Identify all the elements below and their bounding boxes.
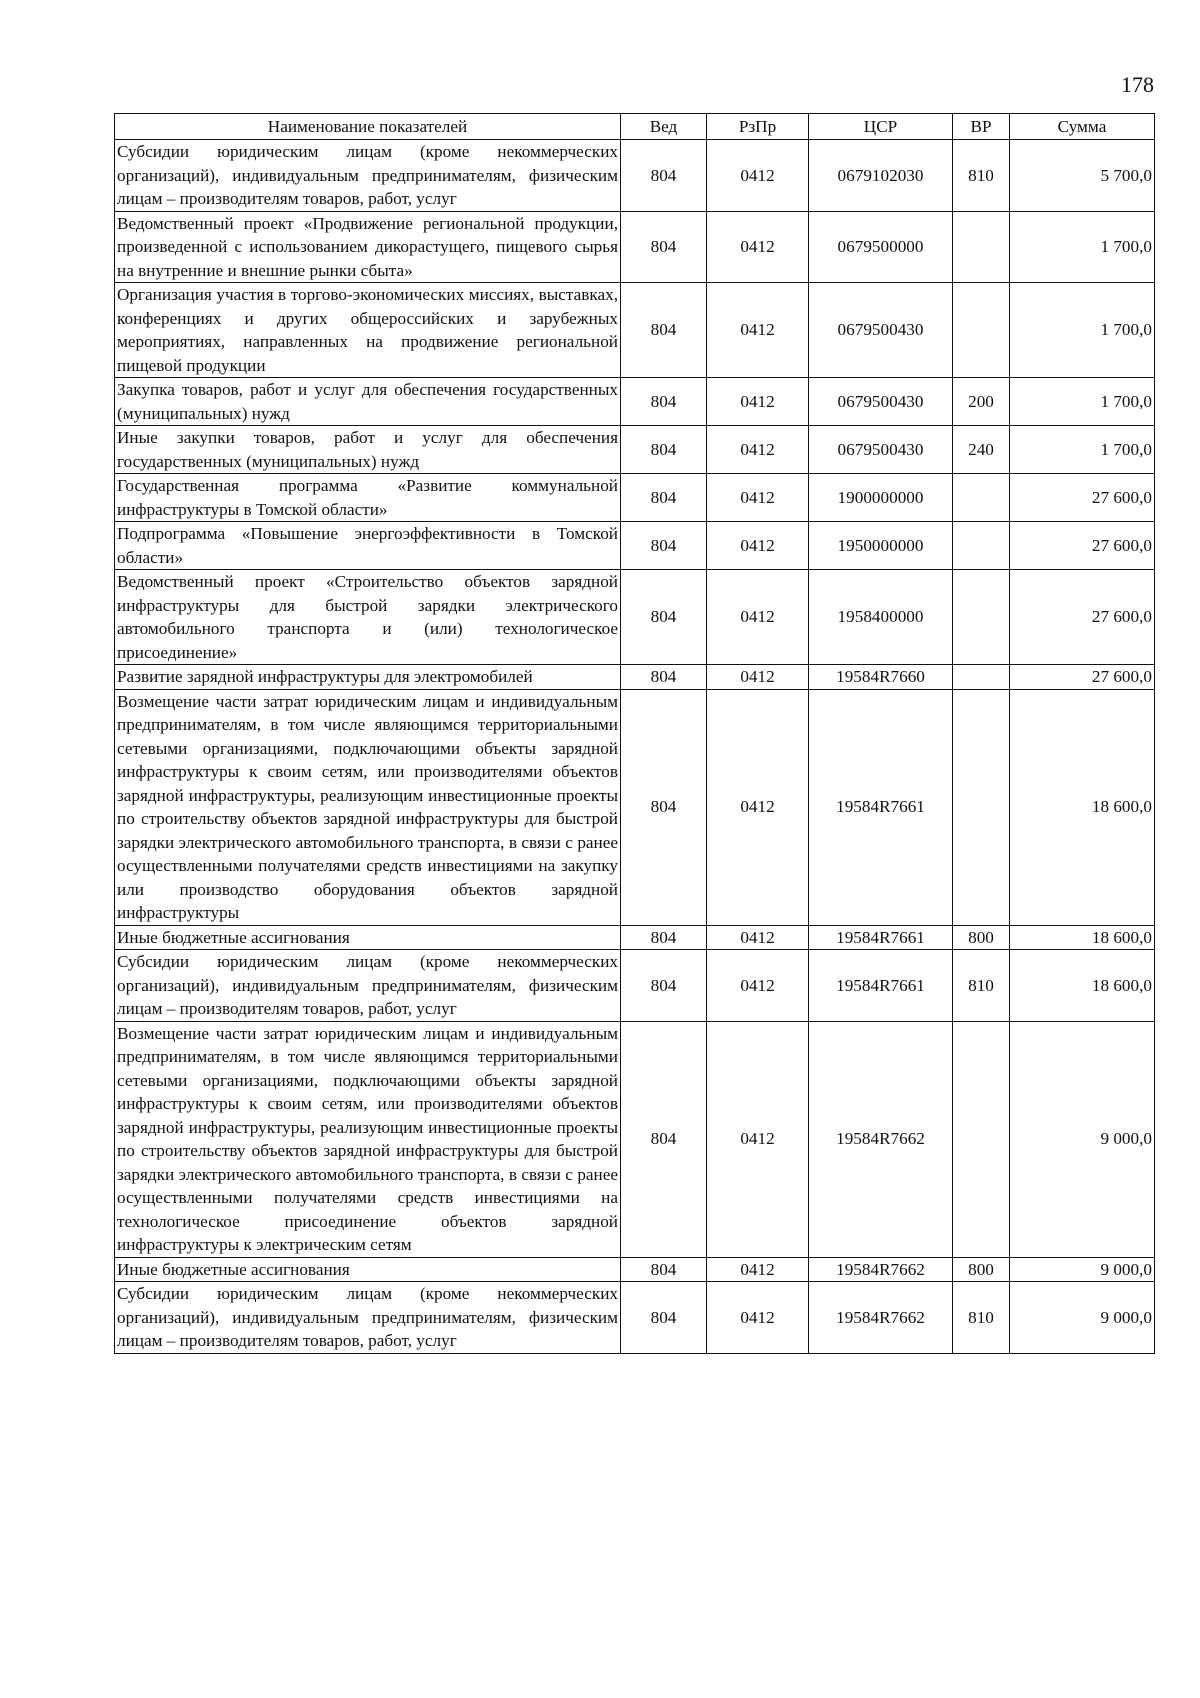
cell-name: Подпрограмма «Повышение энергоэффективности в Томской области» [115, 522, 621, 570]
table-body [115, 140, 1155, 1354]
cell-sum: 9 000,0 [1010, 1282, 1155, 1354]
cell-name: Закупка товаров, работ и услуг для обеспечения государственных (муниципальных) нужд [115, 378, 621, 426]
cell-rzpr: 0412 [707, 426, 809, 474]
header-ved: Вед [621, 114, 707, 140]
cell-sum: 27 600,0 [1010, 665, 1155, 690]
cell-ved: 804 [621, 1282, 707, 1354]
cell-csr: 0679102030 [809, 140, 953, 212]
cell-ved: 804 [621, 925, 707, 950]
table-row [115, 925, 1155, 950]
cell-csr: 19584R7661 [809, 950, 953, 1022]
cell-sum: 18 600,0 [1010, 925, 1155, 950]
cell-sum: 1 700,0 [1010, 426, 1155, 474]
cell-name: Субсидии юридическим лицам (кроме некоммерческих организаций), индивидуальным предпринимателям, физическим лицам – производителям товаров, работ, услуг [115, 950, 621, 1022]
cell-name: Иные бюджетные ассигнования [115, 1257, 621, 1282]
cell-vr [953, 211, 1010, 283]
cell-rzpr: 0412 [707, 665, 809, 690]
cell-vr: 810 [953, 140, 1010, 212]
cell-sum: 1 700,0 [1010, 283, 1155, 378]
cell-csr: 0679500430 [809, 378, 953, 426]
cell-rzpr: 0412 [707, 1282, 809, 1354]
cell-ved: 804 [621, 378, 707, 426]
table-row [115, 378, 1155, 426]
table-row [115, 140, 1155, 212]
cell-sum: 1 700,0 [1010, 378, 1155, 426]
cell-ved: 804 [621, 283, 707, 378]
cell-ved: 804 [621, 689, 707, 925]
cell-sum: 9 000,0 [1010, 1021, 1155, 1257]
header-name: Наименование показателей [115, 114, 621, 140]
cell-rzpr: 0412 [707, 211, 809, 283]
cell-ved: 804 [621, 570, 707, 665]
cell-sum: 1 700,0 [1010, 211, 1155, 283]
cell-vr [953, 570, 1010, 665]
header-rzpr: РзПр [707, 114, 809, 140]
table-row [115, 211, 1155, 283]
cell-sum: 5 700,0 [1010, 140, 1155, 212]
cell-ved: 804 [621, 1021, 707, 1257]
cell-csr: 0679500430 [809, 283, 953, 378]
cell-vr [953, 522, 1010, 570]
cell-csr: 0679500430 [809, 426, 953, 474]
header-csr: ЦСР [809, 114, 953, 140]
cell-name: Ведомственный проект «Продвижение региональной продукции, произведенной с использованием дикорастущего, пищевого сырья на внутренние и внешние рынки сбыта» [115, 211, 621, 283]
cell-rzpr: 0412 [707, 522, 809, 570]
cell-name: Иные закупки товаров, работ и услуг для обеспечения государственных (муниципальных) нужд [115, 426, 621, 474]
cell-vr: 810 [953, 950, 1010, 1022]
cell-vr: 200 [953, 378, 1010, 426]
cell-csr: 1900000000 [809, 474, 953, 522]
cell-vr: 240 [953, 426, 1010, 474]
cell-vr [953, 689, 1010, 925]
table-row [115, 570, 1155, 665]
cell-name: Государственная программа «Развитие коммунальной инфраструктуры в Томской области» [115, 474, 621, 522]
header-vr: ВР [953, 114, 1010, 140]
cell-vr [953, 474, 1010, 522]
table-header [115, 114, 1155, 140]
table-row [115, 426, 1155, 474]
cell-name: Возмещение части затрат юридическим лицам и индивидуальным предпринимателям, в том числе являющимся территориальными сетевыми организациями, подключающими объекты зарядной инфраструктуры к своим сетям, или производителями объектов зарядной инфраструктуры, реализующим инвестиционные проекты по строительству объектов зарядной инфраструктуры для быстрой зарядки электрического автомобильного транспорта, в связи с ранее осуществленными получателями средств инвестициями на технологическое присоединение объектов зарядной инфраструктуры к электрическим сетям [115, 1021, 621, 1257]
header-sum: Сумма [1010, 114, 1155, 140]
cell-vr [953, 283, 1010, 378]
cell-rzpr: 0412 [707, 283, 809, 378]
cell-csr: 19584R7662 [809, 1257, 953, 1282]
cell-csr: 19584R7661 [809, 689, 953, 925]
page-number: 178 [1121, 72, 1154, 97]
table-row [115, 950, 1155, 1022]
cell-vr [953, 1021, 1010, 1257]
cell-name: Субсидии юридическим лицам (кроме некоммерческих организаций), индивидуальным предпринимателям, физическим лицам – производителям товаров, работ, услуг [115, 140, 621, 212]
cell-rzpr: 0412 [707, 378, 809, 426]
cell-ved: 804 [621, 522, 707, 570]
cell-rzpr: 0412 [707, 570, 809, 665]
cell-vr: 800 [953, 925, 1010, 950]
cell-csr: 19584R7662 [809, 1282, 953, 1354]
table-row [115, 1282, 1155, 1354]
table-row [115, 665, 1155, 690]
cell-name: Ведомственный проект «Строительство объектов зарядной инфраструктуры для быстрой зарядки электрического автомобильного транспорта и (или) технологическое присоединение» [115, 570, 621, 665]
cell-csr: 19584R7661 [809, 925, 953, 950]
header-row [115, 114, 1155, 140]
table-row [115, 283, 1155, 378]
cell-name: Субсидии юридическим лицам (кроме некоммерческих организаций), индивидуальным предпринимателям, физическим лицам – производителям товаров, работ, услуг [115, 1282, 621, 1354]
cell-ved: 804 [621, 665, 707, 690]
table-row [115, 689, 1155, 925]
cell-sum: 27 600,0 [1010, 570, 1155, 665]
cell-ved: 804 [621, 474, 707, 522]
cell-rzpr: 0412 [707, 689, 809, 925]
cell-rzpr: 0412 [707, 1257, 809, 1282]
cell-ved: 804 [621, 426, 707, 474]
cell-vr [953, 665, 1010, 690]
cell-ved: 804 [621, 211, 707, 283]
cell-ved: 804 [621, 140, 707, 212]
cell-csr: 19584R7662 [809, 1021, 953, 1257]
table-row [115, 1021, 1155, 1257]
cell-name: Развитие зарядной инфраструктуры для электромобилей [115, 665, 621, 690]
cell-ved: 804 [621, 950, 707, 1022]
cell-sum: 18 600,0 [1010, 689, 1155, 925]
cell-rzpr: 0412 [707, 925, 809, 950]
cell-sum: 9 000,0 [1010, 1257, 1155, 1282]
cell-sum: 18 600,0 [1010, 950, 1155, 1022]
cell-sum: 27 600,0 [1010, 474, 1155, 522]
cell-sum: 27 600,0 [1010, 522, 1155, 570]
cell-name: Иные бюджетные ассигнования [115, 925, 621, 950]
table-row [115, 522, 1155, 570]
cell-csr: 1950000000 [809, 522, 953, 570]
cell-name: Организация участия в торгово-экономических миссиях, выставках, конференциях и других общероссийских и зарубежных мероприятиях, направленных на продвижение региональной пищевой продукции [115, 283, 621, 378]
cell-rzpr: 0412 [707, 950, 809, 1022]
budget-table [114, 113, 1155, 1354]
table-row [115, 474, 1155, 522]
cell-ved: 804 [621, 1257, 707, 1282]
table-row [115, 1257, 1155, 1282]
cell-name: Возмещение части затрат юридическим лицам и индивидуальным предпринимателям, в том числе являющимся территориальными сетевыми организациями, подключающими объекты зарядной инфраструктуры к своим сетям, или производителями объектов зарядной инфраструктуры, реализующим инвестиционные проекты по строительству объектов зарядной инфраструктуры для быстрой зарядки электрического автомобильного транспорта, в связи с ранее осуществленными получателями средств инвестициями на закупку или производство оборудования объектов зарядной инфраструктуры [115, 689, 621, 925]
cell-vr: 810 [953, 1282, 1010, 1354]
cell-rzpr: 0412 [707, 140, 809, 212]
cell-vr: 800 [953, 1257, 1010, 1282]
cell-rzpr: 0412 [707, 474, 809, 522]
cell-csr: 1958400000 [809, 570, 953, 665]
cell-csr: 19584R7660 [809, 665, 953, 690]
cell-rzpr: 0412 [707, 1021, 809, 1257]
cell-csr: 0679500000 [809, 211, 953, 283]
